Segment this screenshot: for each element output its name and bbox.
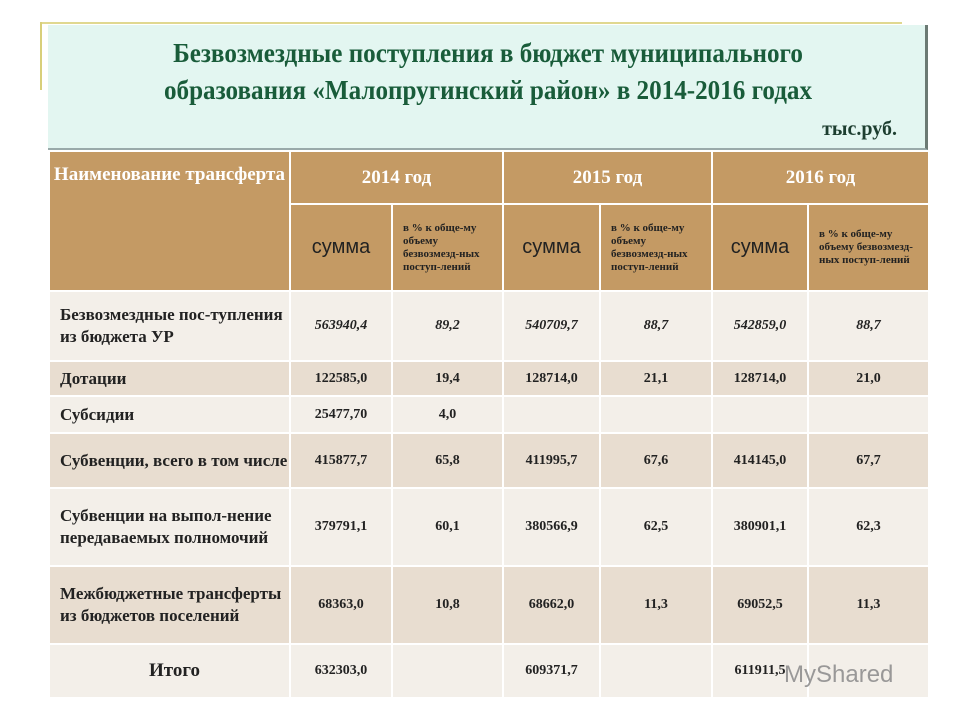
table-row <box>49 566 929 644</box>
cell-sum: 415877,7 <box>290 433 392 488</box>
cell-pct <box>600 396 712 433</box>
cell-pct: 88,7 <box>808 291 929 361</box>
cell-pct <box>808 396 929 433</box>
header-sum: сумма <box>503 204 600 291</box>
decorative-line <box>40 22 902 24</box>
header-year: 2015 год <box>503 151 712 204</box>
cell-sum: 609371,7 <box>503 644 600 698</box>
header-name: Наименование трансферта <box>49 151 290 291</box>
table-row <box>49 361 929 396</box>
row-label: Субвенции, всего в том числе <box>49 433 290 488</box>
cell-pct: 11,3 <box>600 566 712 644</box>
cell-sum: 380901,1 <box>712 488 808 566</box>
cell-pct <box>392 644 503 698</box>
cell-pct <box>600 644 712 698</box>
cell-sum: 411995,7 <box>503 433 600 488</box>
header-sum: сумма <box>290 204 392 291</box>
row-label: Дотации <box>49 361 290 396</box>
table-row <box>49 488 929 566</box>
cell-pct: 62,3 <box>808 488 929 566</box>
row-label: Безвозмездные пос-тупления из бюджета УР <box>49 291 290 361</box>
row-label: Межбюджетные трансферты из бюджетов поселений <box>49 566 290 644</box>
header-pct: в % к обще-му объему безвозмезд-ных поступ-лений <box>600 204 712 291</box>
table-row <box>49 433 929 488</box>
cell-sum: 542859,0 <box>712 291 808 361</box>
unit-label: тыс.руб. <box>822 118 897 140</box>
cell-pct: 88,7 <box>600 291 712 361</box>
decorative-line <box>40 22 42 90</box>
cell-sum: 122585,0 <box>290 361 392 396</box>
cell-sum: 68363,0 <box>290 566 392 644</box>
title-line: Безвозмездные поступления в бюджет муниципального <box>173 38 803 68</box>
watermark: MyShared <box>784 661 894 688</box>
cell-sum: 414145,0 <box>712 433 808 488</box>
row-label: Субвенции на выпол-нение передаваемых полномочий <box>49 488 290 566</box>
cell-pct: 11,3 <box>808 566 929 644</box>
cell-pct: 60,1 <box>392 488 503 566</box>
title-line: образования «Малопругинский район» в 2014-2016 годах <box>163 75 813 105</box>
cell-sum: 69052,5 <box>712 566 808 644</box>
cell-pct: 65,8 <box>392 433 503 488</box>
header-pct: в % к обще-му объему безвозмезд-ных поступ-лений <box>392 204 503 291</box>
cell-sum: 379791,1 <box>290 488 392 566</box>
page-title <box>97 35 878 109</box>
cell-pct: 21,1 <box>600 361 712 396</box>
cell-pct: 4,0 <box>392 396 503 433</box>
cell-pct: 10,8 <box>392 566 503 644</box>
cell-sum: 380566,9 <box>503 488 600 566</box>
transfers-table <box>48 150 930 699</box>
cell-sum: 128714,0 <box>712 361 808 396</box>
cell-sum: 611911,5 <box>712 644 808 698</box>
cell-sum: 540709,7 <box>503 291 600 361</box>
cell-sum: 25477,70 <box>290 396 392 433</box>
cell-sum: 563940,4 <box>290 291 392 361</box>
header-year: 2016 год <box>712 151 929 204</box>
cell-pct: 19,4 <box>392 361 503 396</box>
cell-sum <box>712 396 808 433</box>
header-sum: сумма <box>712 204 808 291</box>
title-box <box>48 25 928 150</box>
cell-pct: 21,0 <box>808 361 929 396</box>
cell-pct: 62,5 <box>600 488 712 566</box>
cell-sum: 632303,0 <box>290 644 392 698</box>
header-year: 2014 год <box>290 151 503 204</box>
cell-sum: 128714,0 <box>503 361 600 396</box>
row-label: Субсидии <box>49 396 290 433</box>
cell-sum: 68662,0 <box>503 566 600 644</box>
cell-pct: 67,7 <box>808 433 929 488</box>
cell-pct: 67,6 <box>600 433 712 488</box>
header-pct: в % к обще-му объему безвозмезд-ных поступ-лений <box>808 204 929 291</box>
row-label: Итого <box>49 644 290 698</box>
table-row <box>49 396 929 433</box>
cell-pct: 89,2 <box>392 291 503 361</box>
cell-sum <box>503 396 600 433</box>
table-row <box>49 291 929 361</box>
